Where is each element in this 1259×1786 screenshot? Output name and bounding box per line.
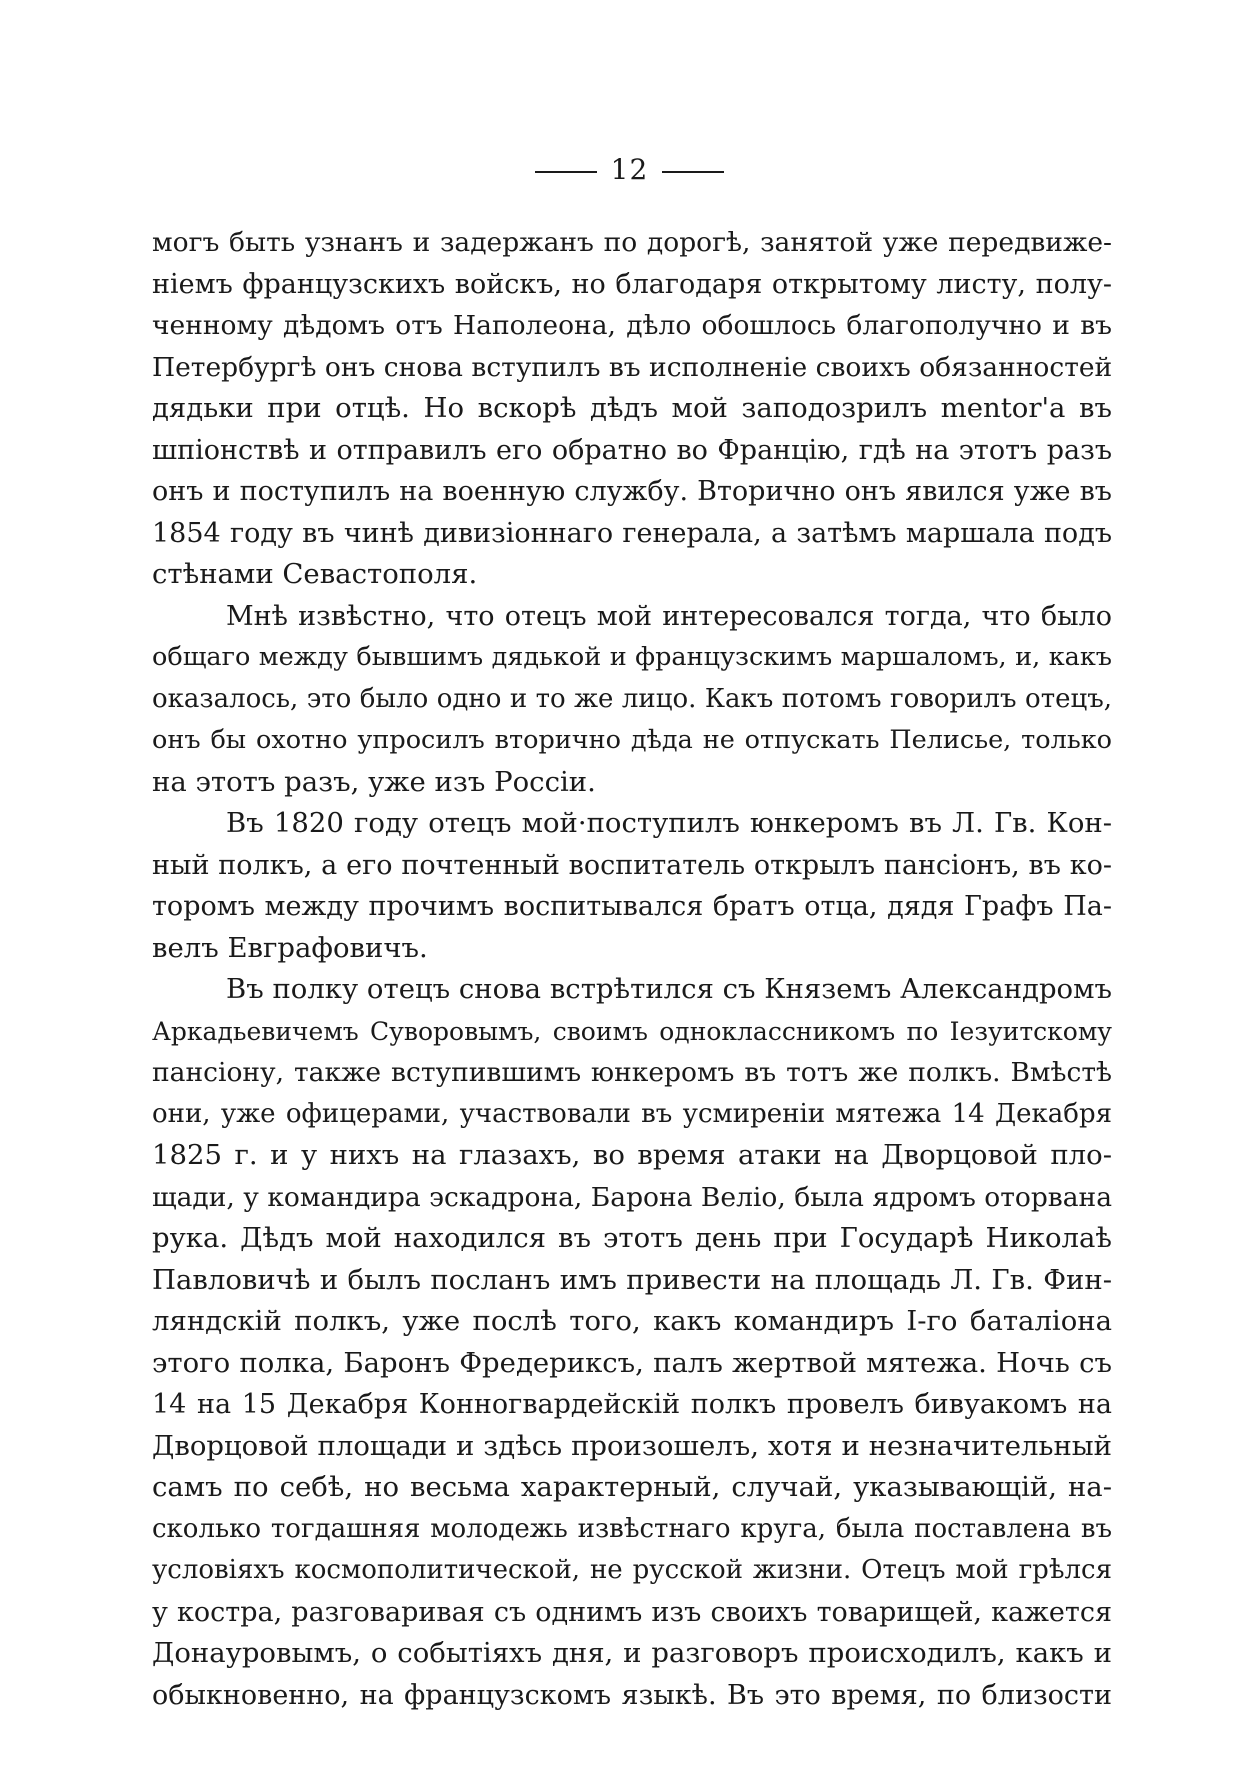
right-dash (662, 171, 724, 173)
text-line: Аркадьевичемъ Суворовымъ, своимъ одноклассникомъ по Iезуитскому (152, 1016, 1112, 1046)
text-line: на этотъ разъ, уже изъ Россіи. (152, 765, 596, 798)
text-line: Въ 1820 году отецъ мой·поступилъ юнкеромъ въ Л. Гв. Кон- (226, 807, 1112, 839)
text-line: стѣнами Севастополя. (152, 558, 478, 590)
text-line: 1825 г. и у нихъ на глазахъ, во время атаки на Дворцовой пло- (152, 1139, 1112, 1171)
text-line: онъ бы охотно упросилъ вторично дѣда не отпускать Пелисье, только (152, 725, 1112, 755)
text-line: ніемъ французскихъ войскъ, но благодаря открытому листу, полу- (152, 268, 1112, 300)
text-line: Донауровымъ, о событіяхъ дня, и разговоръ происходилъ, какъ и (152, 1637, 1112, 1669)
text-line: общаго между бывшимъ дядькой и французскимъ маршаломъ, и, какъ (152, 642, 1112, 672)
text-line: 14 на 15 Декабря Конногвардейскій полкъ провелъ бивуакомъ на (152, 1389, 1112, 1420)
text-line: этого полка, Баронъ Фредериксъ, палъ жертвой мятежа. Ночь съ (152, 1346, 1112, 1379)
text-line: ляндскій полкъ, уже послѣ того, какъ командиръ I-го баталіона (152, 1305, 1112, 1337)
text-line: оказалось, это было одно и то же лицо. Какъ потомъ говорилъ отецъ, (152, 683, 1112, 714)
text-line: шпіонствѣ и отправилъ его обратно во Францію, гдѣ на этотъ разъ (152, 434, 1112, 466)
text-line: Петербургѣ онъ снова вступилъ въ исполненіе своихъ обязанностей (152, 351, 1112, 383)
page-number: 12 (610, 153, 649, 186)
text-line: они, уже офицерами, участвовали въ усмиреніи мятежа 14 Декабря (152, 1098, 1112, 1129)
text-line: сколько тогдашняя молодежь извѣстнаго круга, была поставлена въ (152, 1513, 1112, 1544)
text-line: ченному дѣдомъ отъ Наполеона, дѣло обошлось благополучно и въ (152, 310, 1112, 341)
text-line: велъ Евграфовичъ. (152, 931, 428, 964)
text-line: у костра, разговаривая съ однимъ изъ своихъ товарищей, кажется (152, 1596, 1112, 1628)
text-line: пансіону, также вступившимъ юнкеромъ въ тотъ же полкъ. Вмѣстѣ (152, 1057, 1112, 1088)
text-line: онъ и поступилъ на военную службу. Вторично онъ явился уже въ (152, 476, 1112, 507)
body-text (152, 222, 1112, 1716)
text-line: 1854 году въ чинѣ дивизіоннаго генерала, а затѣмъ маршала подъ (152, 517, 1112, 549)
text-line: могъ быть узнанъ и задержанъ по дорогѣ, занятой уже передвиже- (152, 227, 1112, 258)
text-line: обыкновенно, на французскомъ языкѣ. Въ это время, по близости (152, 1679, 1112, 1711)
text-line: ный полкъ, а его почтенный воспитатель открылъ пансіонъ, въ ко- (152, 849, 1112, 881)
text-line: торомъ между прочимъ воспитывался братъ отца, дядя Графъ Па- (152, 891, 1112, 922)
text-line: условіяхъ космополитической, не русской жизни. Отецъ мой грѣлся (152, 1555, 1112, 1585)
text-line: Дворцовой площади и здѣсь произошелъ, хотя и незначительный (152, 1429, 1112, 1462)
text-line: Въ полку отецъ снова встрѣтился съ Княземъ Александромъ (226, 973, 1112, 1005)
text-line: самъ по себѣ, но весьма характерный, случай, указывающій, на- (152, 1471, 1112, 1503)
text-line: дядьки при отцѣ. Но вскорѣ дѣдъ мой заподозрилъ mentor'a въ (152, 392, 1112, 424)
left-dash (535, 171, 597, 173)
text-line: Павловичѣ и былъ посланъ имъ привести на площадь Л. Гв. Фин- (152, 1263, 1112, 1296)
text-line: рука. Дѣдъ мой находился въ этотъ день при Государѣ Николаѣ (152, 1222, 1112, 1254)
text-line: Мнѣ извѣстно, что отецъ мой интересовался тогда, что было (226, 600, 1112, 632)
page-number-header (0, 150, 1259, 190)
text-line: щади, у командира эскадрона, Барона Веліо, была ядромъ оторвана (152, 1181, 1112, 1213)
